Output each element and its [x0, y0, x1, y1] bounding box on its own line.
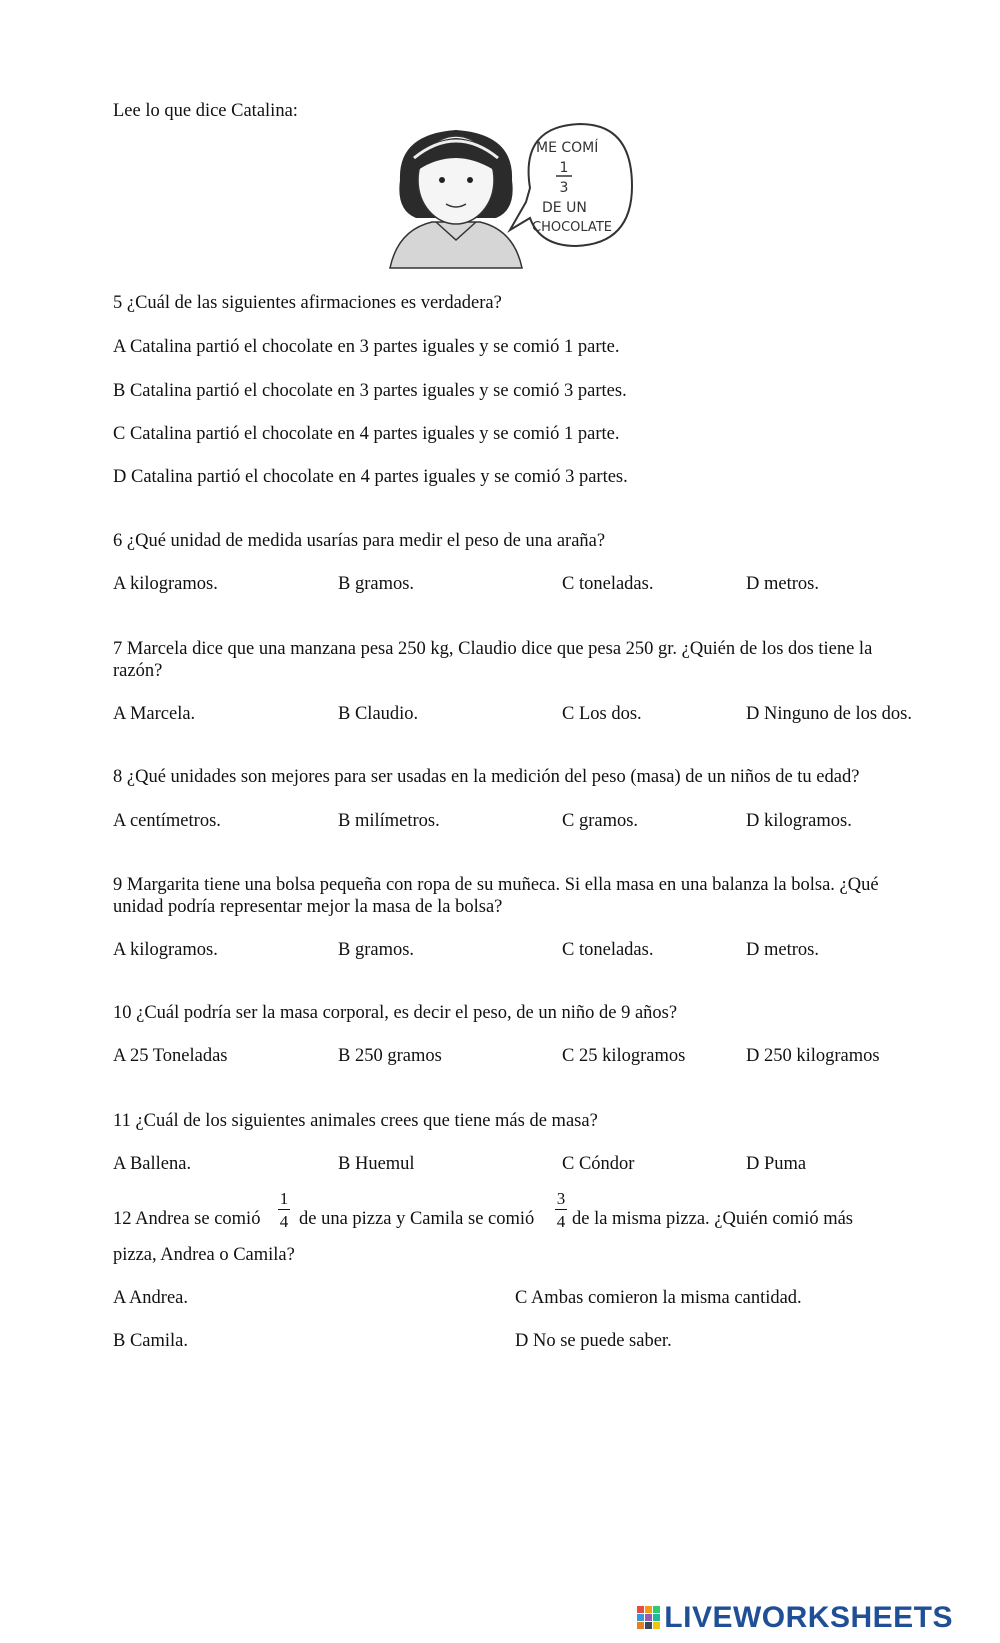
- question-12-part2: de una pizza y Camila se comió: [299, 1209, 535, 1229]
- q9-option-c[interactable]: C toneladas.: [562, 940, 654, 960]
- question-8: 8 ¿Qué unidades son mejores para ser usadas en la medición del peso (masa) de un niños de tu edad?: [113, 767, 860, 787]
- speech-line2: DE UN: [542, 200, 587, 216]
- q8-option-b[interactable]: B milímetros.: [338, 811, 440, 831]
- q9-option-b[interactable]: B gramos.: [338, 940, 415, 960]
- q7-option-d[interactable]: D Ninguno de los dos.: [746, 704, 912, 724]
- q10-option-b[interactable]: B 250 gramos: [338, 1046, 442, 1066]
- question-12-line2: pizza, Andrea o Camila?: [113, 1245, 295, 1265]
- question-7: 7 Marcela dice que una manzana pesa 250 kg, Claudio dice que pesa 250 gr. ¿Quién de los dos tiene la razón?: [113, 639, 873, 681]
- question-12-part3: de la misma pizza. ¿Quién comió más: [572, 1209, 854, 1229]
- q12-fraction-three-quarters: [555, 1190, 567, 1230]
- q5-option-a[interactable]: A Catalina partió el chocolate en 3 partes iguales y se comió 1 parte.: [113, 337, 620, 357]
- q6-option-a[interactable]: A kilogramos.: [113, 574, 218, 594]
- q12-frac1-den: 4: [279, 1212, 289, 1231]
- q12-option-d[interactable]: D No se puede saber.: [515, 1331, 672, 1351]
- q10-option-d[interactable]: D 250 kilogramos: [746, 1046, 880, 1066]
- q11-option-a[interactable]: A Ballena.: [113, 1154, 192, 1174]
- q10-option-a[interactable]: A 25 Toneladas: [113, 1046, 228, 1066]
- liveworksheets-brand: LIVEWORKSHEETS: [664, 1600, 953, 1634]
- intro-text: Lee lo que dice Catalina:: [113, 101, 298, 121]
- question-12-part1: 12 Andrea se comió: [113, 1209, 261, 1229]
- q6-option-c[interactable]: C toneladas.: [562, 574, 654, 594]
- q7-option-b[interactable]: B Claudio.: [338, 704, 419, 724]
- q5-option-c[interactable]: C Catalina partió el chocolate en 4 partes iguales y se comió 1 parte.: [113, 424, 620, 444]
- speech-line1: ME COMÍ: [536, 140, 599, 156]
- q9-option-d[interactable]: D metros.: [746, 940, 819, 960]
- q6-option-b[interactable]: B gramos.: [338, 574, 415, 594]
- q11-option-d[interactable]: D Puma: [746, 1154, 807, 1174]
- q5-option-b[interactable]: B Catalina partió el chocolate en 3 partes iguales y se comió 3 partes.: [113, 381, 627, 401]
- q12-option-c[interactable]: C Ambas comieron la misma cantidad.: [515, 1288, 802, 1308]
- speech-frac-den: 3: [559, 180, 569, 196]
- liveworksheets-grid-icon: [637, 1606, 660, 1629]
- q8-option-a[interactable]: A centímetros.: [113, 811, 221, 831]
- speech-frac-num: 1: [559, 160, 569, 176]
- q12-option-b[interactable]: B Camila.: [113, 1331, 189, 1351]
- q7-option-c[interactable]: C Los dos.: [562, 704, 642, 724]
- catalina-illustration: [370, 118, 660, 278]
- q12-frac2-num: 3: [556, 1189, 566, 1208]
- q11-option-b[interactable]: B Huemul: [338, 1154, 415, 1174]
- q6-option-d[interactable]: D metros.: [746, 574, 819, 594]
- question-10: 10 ¿Cuál podría ser la masa corporal, es decir el peso, de un niño de 9 años?: [113, 1003, 678, 1023]
- q9-option-a[interactable]: A kilogramos.: [113, 940, 218, 960]
- q7-option-a[interactable]: A Marcela.: [113, 704, 196, 724]
- q8-option-d[interactable]: D kilogramos.: [746, 811, 852, 831]
- question-9: 9 Margarita tiene una bolsa pequeña con ropa de su muñeca. Si ella masa en una balanza la bolsa. ¿Qué unidad podría representar mejor la masa de la bolsa?: [113, 875, 879, 917]
- q12-fraction-one-quarter: [278, 1190, 290, 1230]
- q11-option-c[interactable]: C Cóndor: [562, 1154, 635, 1174]
- q12-option-a[interactable]: A Andrea.: [113, 1288, 189, 1308]
- question-5: 5 ¿Cuál de las siguientes afirmaciones es verdadera?: [113, 293, 502, 313]
- q8-option-c[interactable]: C gramos.: [562, 811, 639, 831]
- q5-option-d[interactable]: D Catalina partió el chocolate en 4 partes iguales y se comió 3 partes.: [113, 467, 628, 487]
- q12-frac1-num: 1: [279, 1189, 289, 1208]
- q10-option-c[interactable]: C 25 kilogramos: [562, 1046, 686, 1066]
- liveworksheets-logo[interactable]: [637, 1600, 953, 1634]
- q12-frac2-den: 4: [556, 1212, 566, 1231]
- question-6: 6 ¿Qué unidad de medida usarías para medir el peso de una araña?: [113, 531, 606, 551]
- question-11: 11 ¿Cuál de los siguientes animales crees que tiene más de masa?: [113, 1111, 598, 1131]
- speech-line3: CHOCOLATE: [532, 220, 612, 235]
